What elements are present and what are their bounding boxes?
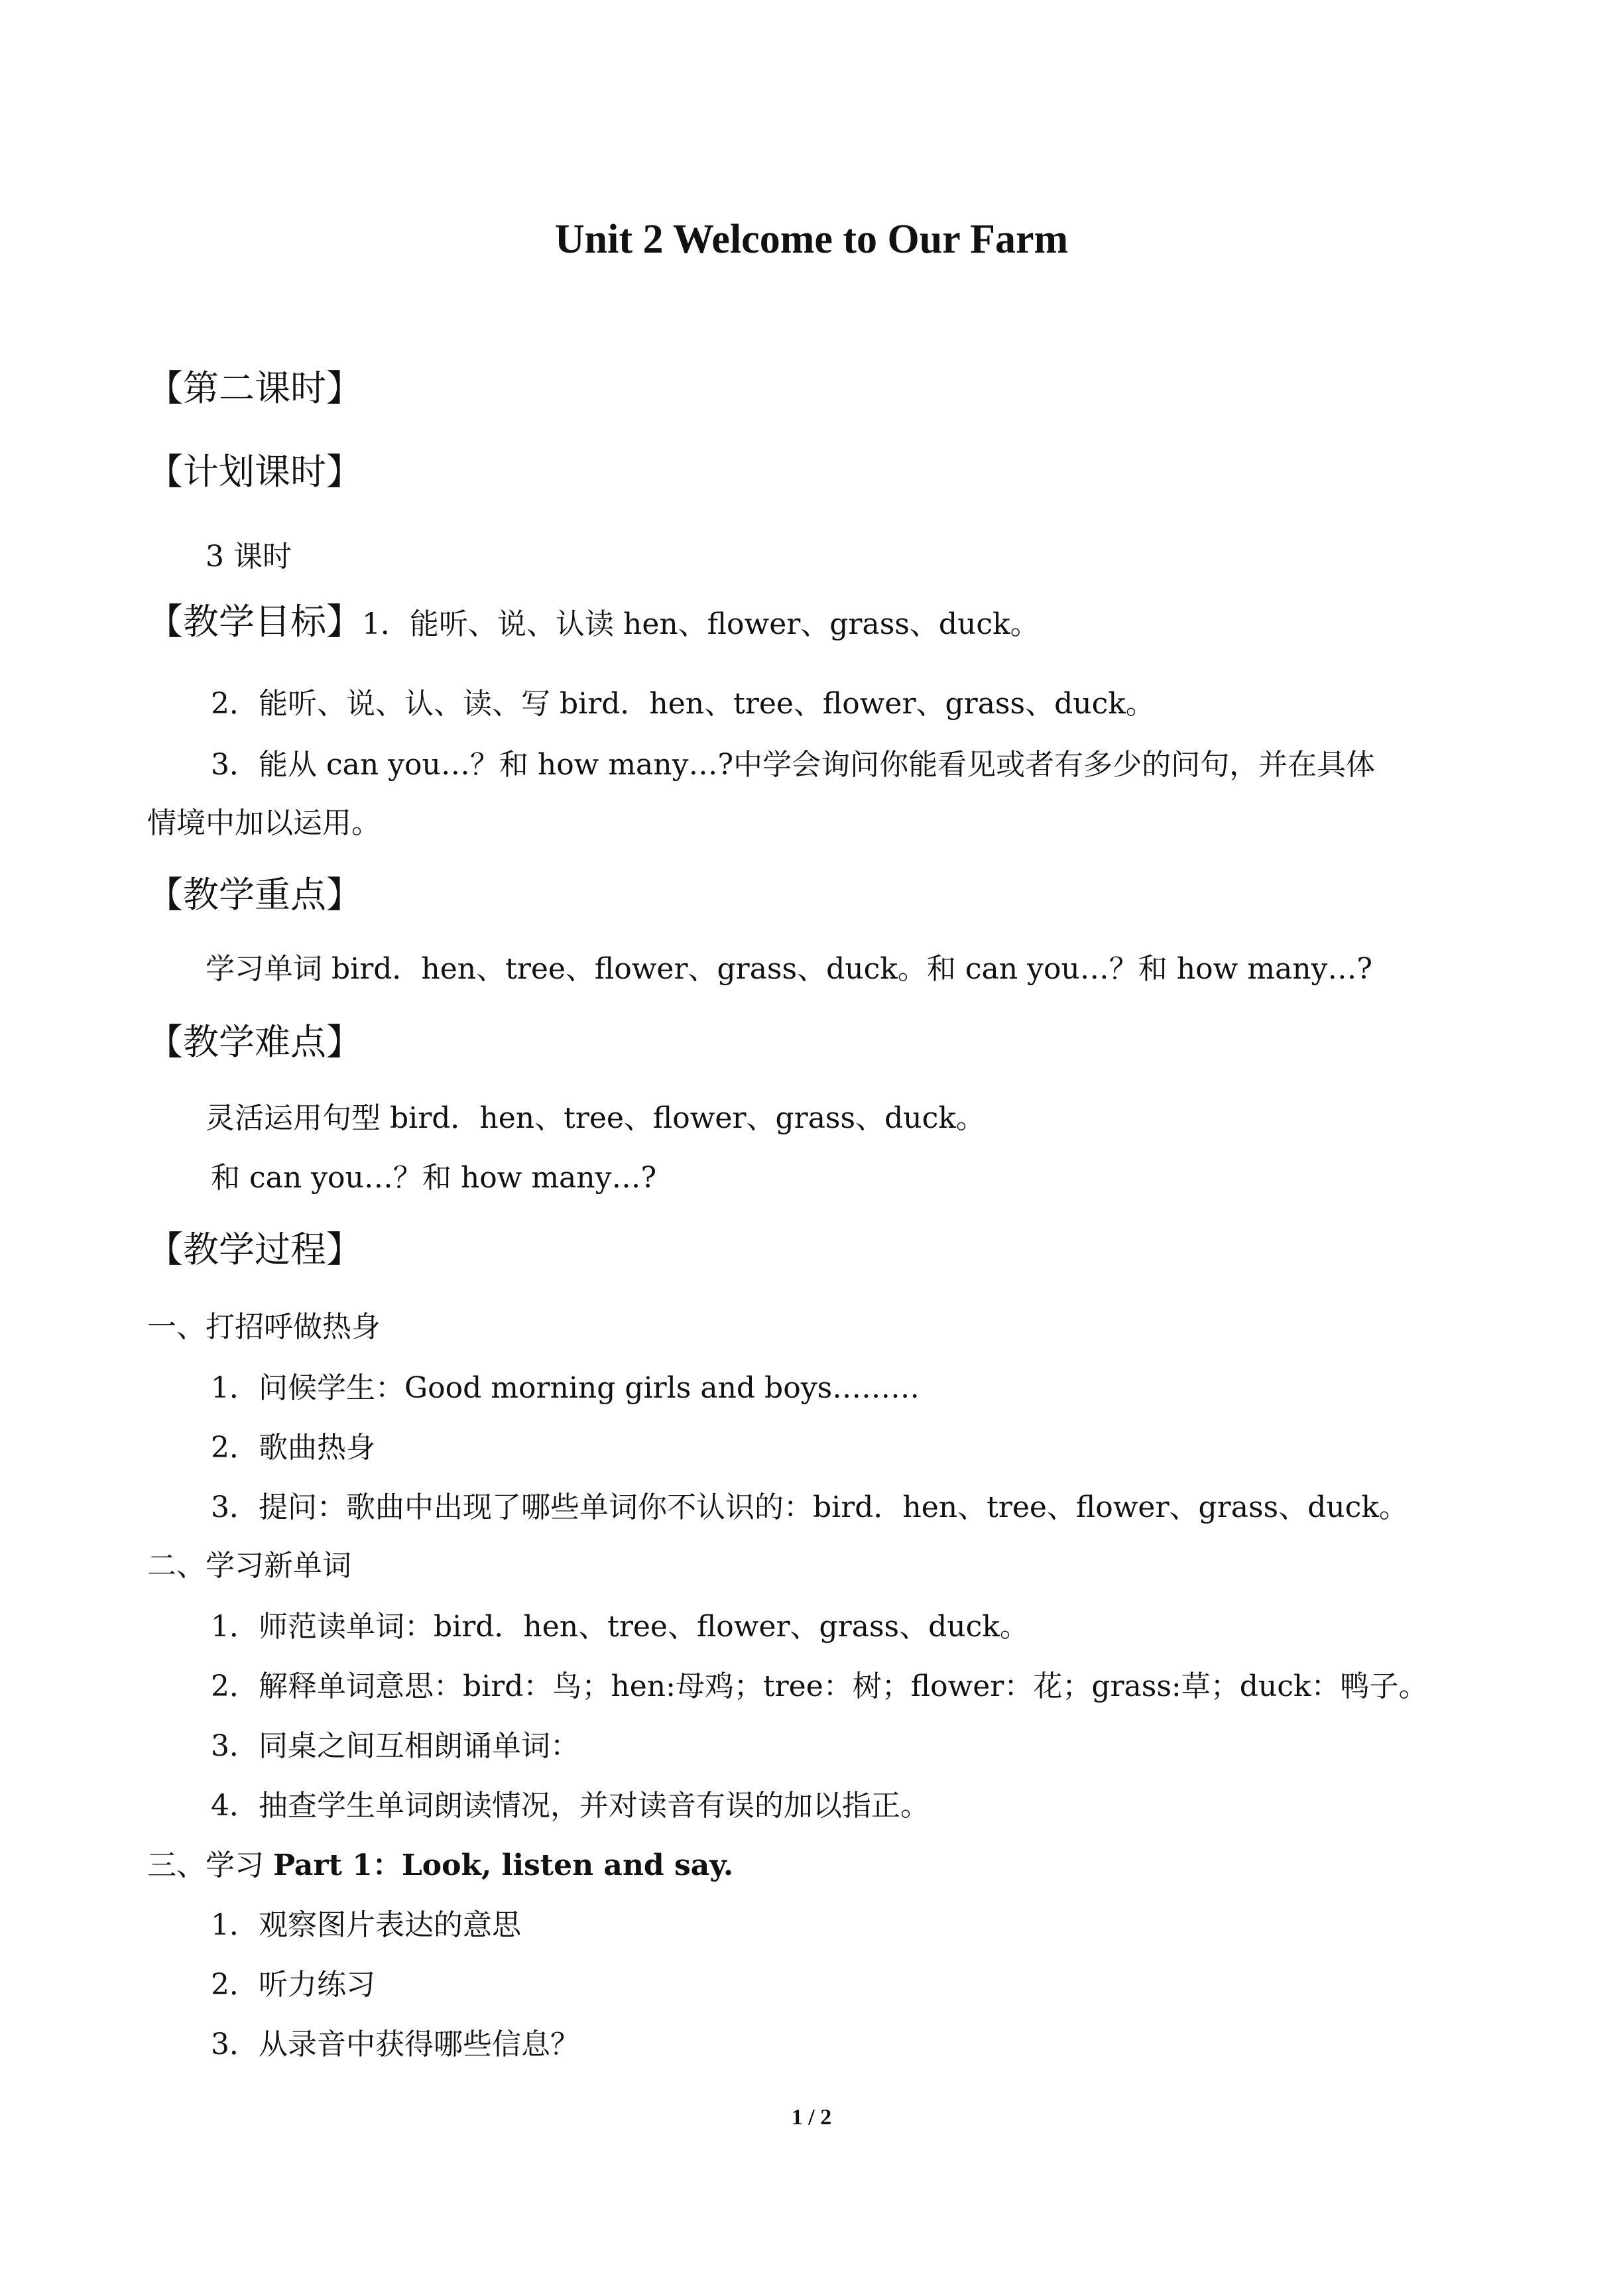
section-title-part: Part 1：Look, listen and say. (273, 1848, 734, 1882)
key-points-heading: 【教学重点】 (147, 874, 362, 916)
objectives-heading: 【教学目标】 (147, 601, 362, 642)
difficulty-item: 和 can you…？和 how many…? (211, 1161, 657, 1195)
list-item: 3．提问：歌曲中出现了哪些单词你不认识的：bird．hen、tree、flower、grass、duck。 (211, 1490, 1408, 1524)
objectives-block (147, 595, 1040, 651)
list-item: 3．同桌之间互相朗诵单词： (211, 1729, 579, 1763)
list-item: 3．从录音中获得哪些信息？ (211, 2027, 579, 2061)
process-heading: 【教学过程】 (147, 1229, 362, 1270)
list-item: 4．抽查学生单词朗读情况，并对读音有误的加以指正。 (211, 1789, 930, 1823)
difficulty-item: 灵活运用句型 bird．hen、tree、flower、grass、duck。 (206, 1101, 985, 1135)
lesson-tag: 【第二课时】 (147, 367, 362, 409)
section-title: 一、打招呼做热身 (147, 1310, 381, 1344)
list-item: 1．观察图片表达的意思 (211, 1908, 521, 1942)
plan-heading: 【计划课时】 (147, 451, 362, 493)
objective-item: 1．能听、说、认读 hen、flower、grass、duck。 (362, 607, 1040, 641)
list-item: 1．师范读单词：bird．hen、tree、flower、grass、duck。 (211, 1610, 1029, 1644)
objective-item: 情境中加以运用。 (147, 806, 381, 840)
plan-value: 3 课时 (206, 540, 292, 574)
list-item: 2．解释单词意思：bird：鸟；hen:母鸡；tree：树；flower：花；grass:草；duck：鸭子。 (211, 1669, 1428, 1703)
objective-item: 2．能听、说、认、读、写 bird．hen、tree、flower、grass、duck。 (211, 687, 1155, 721)
section-title (147, 1844, 733, 1887)
section-title-prefix: 三、学习 (147, 1848, 273, 1882)
list-item: 2．听力练习 (211, 1968, 375, 2002)
page-number: 1 / 2 (791, 2105, 832, 2130)
objective-item: 3．能从 can you…？和 how many…?中学会询问你能看见或者有多少的问句，并在具体 (211, 748, 1376, 782)
key-points-text: 学习单词 bird．hen、tree、flower、grass、duck。和 can you…？和 how many…? (206, 952, 1372, 986)
section-title: 二、学习新单词 (147, 1549, 351, 1583)
document-title: Unit 2 Welcome to Our Farm (554, 217, 1069, 262)
list-item: 1．问候学生：Good morning girls and boys……… (211, 1371, 920, 1405)
list-item: 2．歌曲热身 (211, 1431, 375, 1465)
difficulties-heading: 【教学难点】 (147, 1021, 362, 1063)
